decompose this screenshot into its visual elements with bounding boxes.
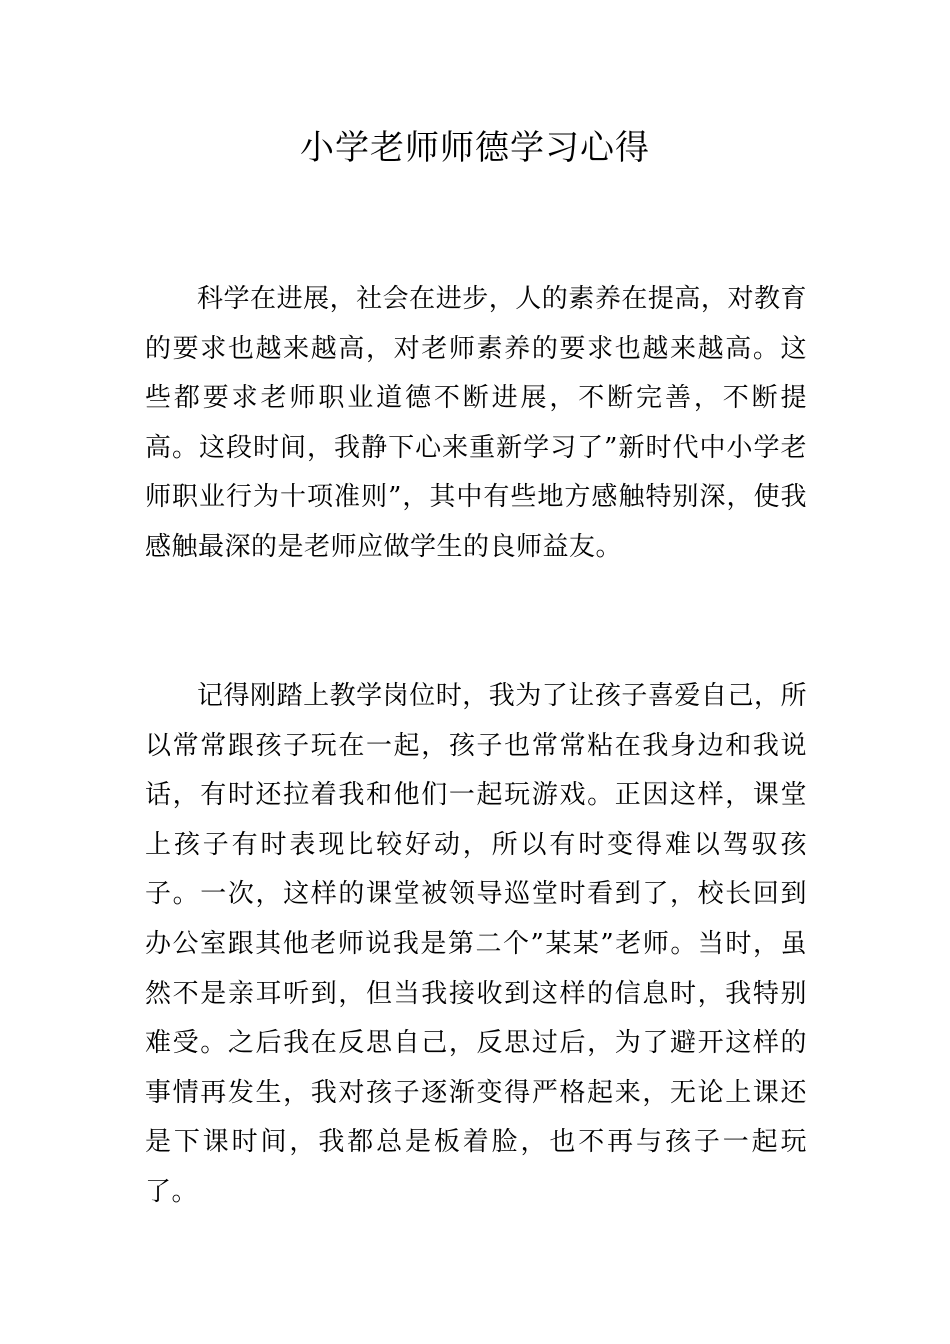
document-title: 小学老师师德学习心得 [300, 128, 650, 168]
paragraph-1: 科学在进展，社会在进步，人的素养在提高，对教育的要求也越来越高，对老师素养的要求也越来越高。这些都要求老师职业道德不断进展，不断完善，不断提高。这段时间，我静下心来重新学习了”新时代中小学老师职业行为十项准则”，其中有些地方感触特别深，使我感触最深的是老师应做学生的良师益友。 [145, 284, 807, 562]
paragraph-2: 记得刚踏上教学岗位时，我为了让孩子喜爱自己，所以常常跟孩子玩在一起，孩子也常常粘在我身边和我说话，有时还拉着我和他们一起玩游戏。正因这样，课堂上孩子有时表现比较好动，所以有时变得难以驾驭孩子。一次，这样的课堂被领导巡堂时看到了，校长回到办公室跟其他老师说我是第二个”某某”老师。当时，虽然不是亲耳听到，但当我接收到这样的信息时，我特别难受。之后我在反思自己，反思过后，为了避开这样的事情再发生，我对孩子逐渐变得严格起来，无论上课还是下课时间，我都总是板着脸，也不再与孩子一起玩了。 [145, 681, 807, 1207]
